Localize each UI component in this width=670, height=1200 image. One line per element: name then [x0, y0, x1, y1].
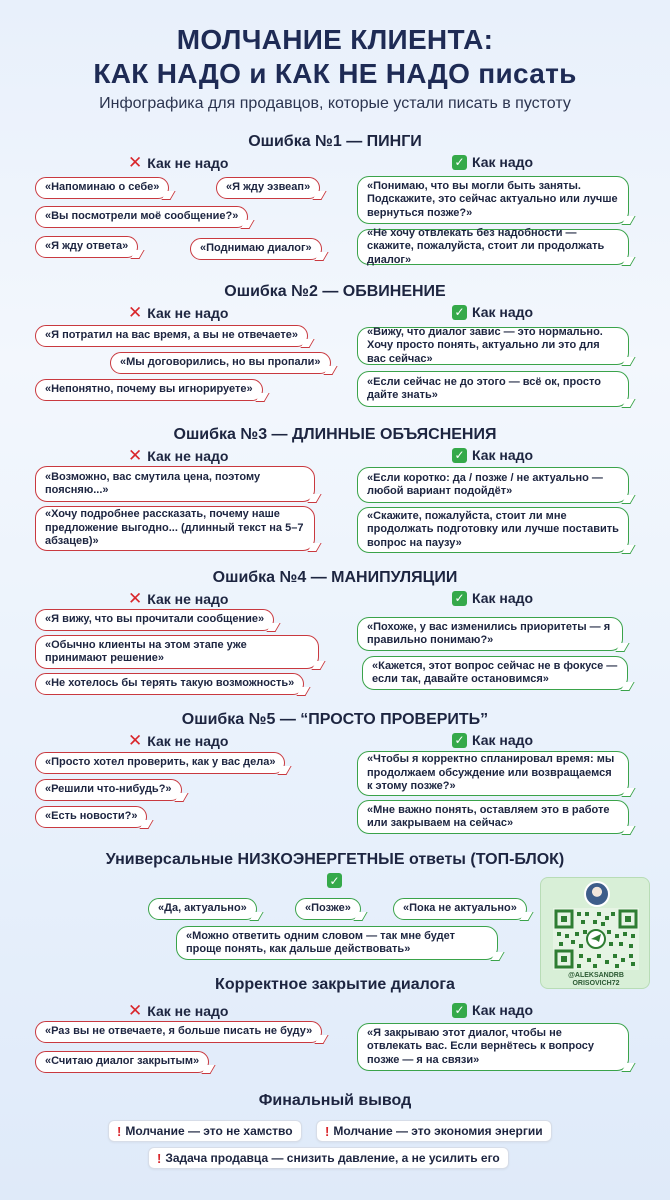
check-icon: ✓ — [327, 873, 342, 888]
good-bubble: «Мне важно понять, оставляем это в работе или закрываем на сейчас» — [357, 800, 629, 834]
answer-bubble: «Позже» — [295, 898, 361, 920]
bad-bubble: «Просто хотел проверить, как у вас дела» — [35, 752, 285, 774]
good-bubble: «Не хочу отвлекать без надобности — скажите, пожалуйста, стоит ли продолжать диалог» — [357, 229, 629, 265]
bad-bubble: «Возможно, вас смутила цена, поэтому поясняю...» — [35, 466, 315, 502]
check-icon: ✓ — [452, 733, 467, 748]
good-bubble: «Если сейчас не до этого — всё ок, просто дайте знать» — [357, 371, 629, 407]
qr-handle-line1: @ALEKSANDRB — [568, 972, 624, 979]
good-bubble: «Понимаю, что вы могли быть заняты. Подскажите, это сейчас актуально или лучше вернуться позже?» — [357, 176, 629, 224]
bad-header: ✕ Как не надо — [128, 589, 229, 608]
cross-icon: ✕ — [128, 589, 143, 608]
check-icon: ✓ — [452, 155, 467, 170]
bad-bubble: «Вы посмотрели моё сообщение?» — [35, 206, 248, 228]
bad-header: ✕ Как не надо — [128, 153, 229, 172]
section-5-title: Ошибка №5 — “ПРОСТО ПРОВЕРИТЬ” — [181, 711, 489, 728]
bad-bubble: «Решили что-нибудь?» — [35, 779, 182, 801]
good-header: ✓ Как надо — [452, 590, 533, 606]
section-4-title: Ошибка №4 — МАНИПУЛЯЦИИ — [212, 569, 458, 586]
check-icon: ✓ — [452, 1003, 467, 1018]
main-title-line1: МОЛЧАНИЕ КЛИЕНТА: — [176, 24, 494, 55]
bad-bubble: «Непонятно, почему вы игнорируете» — [35, 379, 263, 401]
exclamation-icon: ! — [157, 1150, 162, 1166]
bad-header: ✕ Как не надо — [128, 446, 229, 465]
bad-bubble: «Хочу подробнее рассказать, почему наше предложение выгодно... (длинный текст на 5–7 абзацев)» — [35, 506, 315, 551]
bad-bubble: «Есть новости?» — [35, 806, 147, 828]
section-2-title: Ошибка №2 — ОБВИНЕНИЕ — [224, 283, 446, 300]
qr-code-icon — [553, 908, 639, 970]
final-item: ! Молчание — это не хамство — [108, 1120, 302, 1142]
subtitle: Инфографика для продавцов, которые устали писать в пустоту — [99, 95, 571, 112]
cross-icon: ✕ — [128, 303, 143, 322]
bad-bubble: «Считаю диалог закрытым» — [35, 1051, 209, 1073]
bad-header: ✕ Как не надо — [128, 303, 229, 322]
final-item: ! Задача продавца — снизить давление, а не усилить его — [148, 1147, 509, 1169]
main-title-line2: КАК НАДО и КАК НЕ НАДО писать — [93, 58, 577, 89]
top-block-title: Универсальные НИЗКОЭНЕРГЕТНЫЕ ответы (ТОП-БЛОК) — [105, 851, 565, 868]
avatar — [584, 881, 610, 907]
cross-icon: ✕ — [128, 153, 143, 172]
good-header: ✓ Как надо — [452, 1002, 533, 1018]
bad-header: ✕ Как не надо — [128, 1001, 229, 1020]
bad-bubble: «Я жду эзвеап» — [216, 177, 320, 199]
section-3-title: Ошибка №3 — ДЛИННЫЕ ОБЪЯСНЕНИЯ — [173, 426, 497, 443]
cross-icon: ✕ — [128, 446, 143, 465]
bad-bubble: «Я жду ответа» — [35, 236, 138, 258]
bad-bubble: «Напоминаю о себе» — [35, 177, 169, 199]
good-bubble: «Я закрываю этот диалог, чтобы не отвлекать вас. Если вернётесь к вопросу позже — я на связи» — [357, 1023, 629, 1071]
qr-card[interactable] — [540, 877, 650, 989]
good-bubble: «Похоже, у вас изменились приоритеты — я правильно понимаю?» — [357, 617, 623, 651]
bad-bubble: «Мы договорились, но вы пропали» — [110, 352, 331, 374]
good-bubble: «Скажите, пожалуйста, стоит ли мне продолжать подготовку или лучше поставить вопрос на паузу» — [357, 507, 629, 553]
answer-bubble: «Да, актуально» — [148, 898, 257, 920]
bad-bubble: «Поднимаю диалог» — [190, 238, 322, 260]
good-header: ✓ Как надо — [452, 732, 533, 748]
exclamation-icon: ! — [325, 1123, 330, 1139]
bad-bubble: «Обычно клиенты на этом этапе уже принимают решение» — [35, 635, 319, 669]
section-1-title: Ошибка №1 — ПИНГИ — [248, 133, 422, 150]
bad-header: ✕ Как не надо — [128, 731, 229, 750]
cross-icon: ✕ — [128, 731, 143, 750]
bad-bubble: «Раз вы не отвечаете, я больше писать не буду» — [35, 1021, 322, 1043]
check-icon: ✓ — [452, 591, 467, 606]
final-item: ! Молчание — это экономия энергии — [316, 1120, 552, 1142]
answer-bubble: «Можно ответить одним словом — так мне будет проще понять, как дальше действовать» — [176, 926, 498, 960]
final-title: Финальный вывод — [258, 1092, 412, 1109]
good-bubble: «Вижу, что диалог завис — это нормально. Хочу просто понять, актуально ли это для вас сейчас» — [357, 327, 629, 365]
bad-bubble: «Я потратил на вас время, а вы не отвечаете» — [35, 325, 308, 347]
check-icon: ✓ — [452, 305, 467, 320]
bad-bubble: «Я вижу, что вы прочитали сообщение» — [35, 609, 274, 631]
closing-title: Корректное закрытие диалога — [215, 976, 455, 993]
cross-icon: ✕ — [128, 1001, 143, 1020]
bad-bubble: «Не хотелось бы терять такую возможность» — [35, 673, 304, 695]
good-header: ✓ Как надо — [452, 304, 533, 320]
check-icon: ✓ — [452, 448, 467, 463]
good-header: ✓ Как надо — [452, 154, 533, 170]
good-bubble: «Чтобы я корректно спланировал время: мы продолжаем обсуждение или возвращаемся к этому позже?» — [357, 751, 629, 796]
good-header: ✓ Как надо — [452, 447, 533, 463]
answer-bubble: «Пока не актуально» — [393, 898, 527, 920]
good-bubble: «Если коротко: да / позже / не актуально — любой вариант подойдёт» — [357, 467, 629, 503]
exclamation-icon: ! — [117, 1123, 122, 1139]
good-bubble: «Кажется, этот вопрос сейчас не в фокусе — если так, давайте остановимся» — [362, 656, 628, 690]
qr-handle-line2: ORISOVICH72 — [572, 980, 620, 987]
